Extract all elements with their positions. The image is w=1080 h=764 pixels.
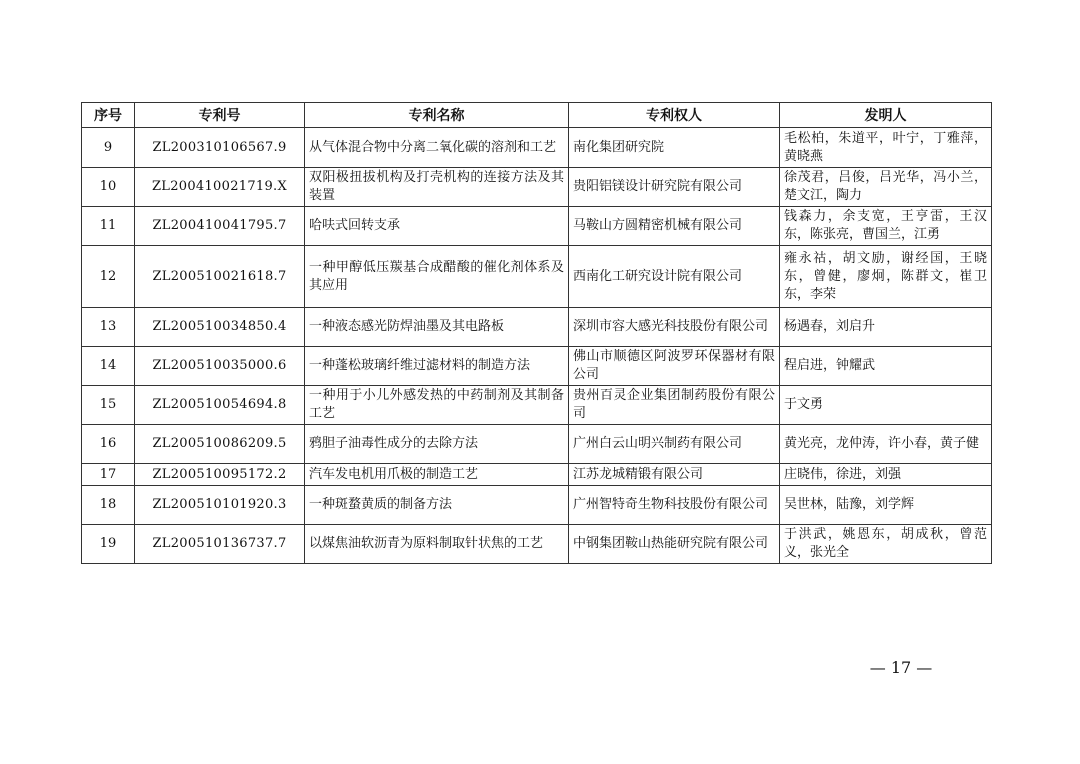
table-row [82,246,992,308]
cell-inventors: 杨遇春，刘启升 [780,308,992,347]
cell-no: 14 [82,347,135,386]
cell-patent-number: ZL200510101920.3 [135,486,305,525]
cell-no: 17 [82,464,135,486]
cell-patent-name: 一种甲醇低压羰基合成醋酸的催化剂体系及其应用 [305,246,569,308]
cell-inventors: 吴世林，陆豫，刘学辉 [780,486,992,525]
cell-patentee: 广州白云山明兴制药有限公司 [569,425,780,464]
cell-no: 13 [82,308,135,347]
cell-patentee: 马鞍山方圆精密机械有限公司 [569,207,780,246]
cell-inventors: 雍永祜，胡文励，谢经国，王晓东，曾健，廖炯，陈群文，崔卫东，李荣 [780,246,992,308]
header-no: 序号 [82,103,135,128]
cell-patent-number: ZL200510086209.5 [135,425,305,464]
cell-patentee: 佛山市顺德区阿波罗环保器材有限公司 [569,347,780,386]
cell-patentee: 贵阳铝镁设计研究院有限公司 [569,168,780,207]
cell-no: 10 [82,168,135,207]
cell-no: 16 [82,425,135,464]
cell-patentee: 中钢集团鞍山热能研究院有限公司 [569,525,780,564]
cell-inventors: 毛松柏，朱道平，叶宁，丁雅萍，黄晓燕 [780,128,992,168]
cell-patent-name: 以煤焦油软沥青为原料制取针状焦的工艺 [305,525,569,564]
header-patentee: 专利权人 [569,103,780,128]
header-patent-number: 专利号 [135,103,305,128]
cell-patent-number: ZL200310106567.9 [135,128,305,168]
cell-patent-name: 鸦胆子油毒性成分的去除方法 [305,425,569,464]
cell-no: 12 [82,246,135,308]
cell-patent-name: 一种用于小儿外感发热的中药制剂及其制备工艺 [305,386,569,425]
cell-patentee: 深圳市容大感光科技股份有限公司 [569,308,780,347]
header-patent-name: 专利名称 [305,103,569,128]
table-row [82,128,992,168]
cell-patent-number: ZL200410041795.7 [135,207,305,246]
cell-patentee: 西南化工研究设计院有限公司 [569,246,780,308]
cell-patent-number: ZL200510095172.2 [135,464,305,486]
table-row [82,425,992,464]
cell-patent-name: 一种蓬松玻璃纤维过滤材料的制造方法 [305,347,569,386]
cell-patent-name: 双阳极扭拔机构及打壳机构的连接方法及其装置 [305,168,569,207]
table-row [82,347,992,386]
table-row [82,525,992,564]
cell-patent-number: ZL200510035000.6 [135,347,305,386]
cell-inventors: 钱森力，余支宽，王亨雷，王汉东，陈张亮，曹国兰，江勇 [780,207,992,246]
cell-inventors: 庄晓伟，徐进，刘强 [780,464,992,486]
cell-inventors: 于洪武，姚恩东，胡成秋，曾范义，张光全 [780,525,992,564]
cell-inventors: 徐茂君，吕俊，吕光华，冯小兰，楚文江，陶力 [780,168,992,207]
cell-inventors: 程启进，钟耀武 [780,347,992,386]
cell-patentee: 贵州百灵企业集团制药股份有限公司 [569,386,780,425]
cell-inventors: 黄光亮，龙仲涛，许小春，黄子健 [780,425,992,464]
table-header-row [82,103,992,128]
table-row [82,486,992,525]
cell-patent-name: 汽车发电机用爪极的制造工艺 [305,464,569,486]
cell-patent-name: 一种液态感光防焊油墨及其电路板 [305,308,569,347]
cell-patent-name: 一种斑蝥黄质的制备方法 [305,486,569,525]
cell-no: 19 [82,525,135,564]
cell-no: 18 [82,486,135,525]
cell-patent-number: ZL200410021719.X [135,168,305,207]
page-number: — 17 — [869,658,933,677]
cell-patent-name: 哈呋式回转支承 [305,207,569,246]
table-row [82,168,992,207]
cell-patentee: 广州智特奇生物科技股份有限公司 [569,486,780,525]
cell-patentee: 江苏龙城精锻有限公司 [569,464,780,486]
header-inventors: 发明人 [780,103,992,128]
table-row [82,386,992,425]
cell-inventors: 于文勇 [780,386,992,425]
cell-patent-number: ZL200510034850.4 [135,308,305,347]
table-row [82,308,992,347]
cell-patent-number: ZL200510054694.8 [135,386,305,425]
patent-table [81,102,992,564]
cell-patent-name: 从气体混合物中分离二氧化碳的溶剂和工艺 [305,128,569,168]
table-row [82,207,992,246]
cell-no: 9 [82,128,135,168]
cell-patent-number: ZL200510136737.7 [135,525,305,564]
table-row [82,464,992,486]
cell-no: 11 [82,207,135,246]
cell-patent-number: ZL200510021618.7 [135,246,305,308]
cell-patentee: 南化集团研究院 [569,128,780,168]
cell-no: 15 [82,386,135,425]
table-body [82,128,992,564]
